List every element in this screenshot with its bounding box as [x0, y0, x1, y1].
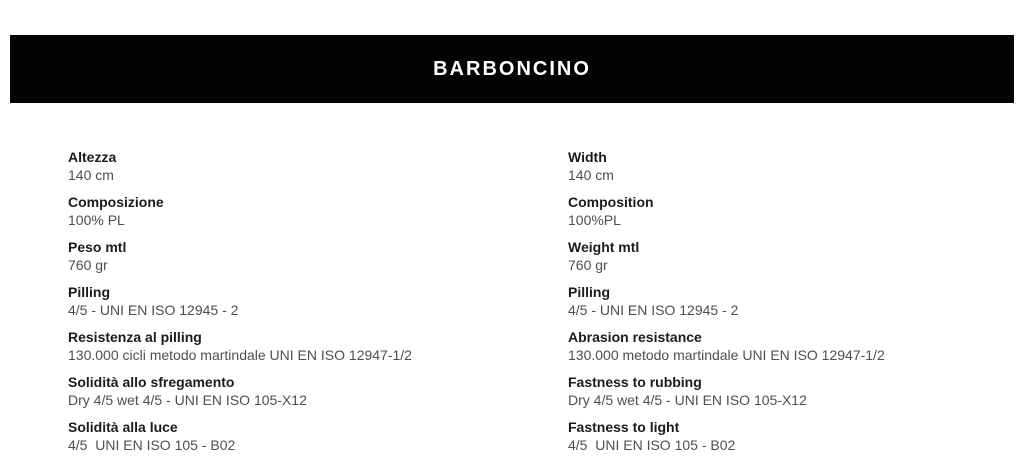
specs-column-italian	[68, 148, 568, 463]
spec-value: 760 gr	[68, 257, 108, 273]
spec-label: Resistenza al pilling	[68, 329, 202, 345]
spec-item-pilling-it	[68, 283, 568, 319]
spec-value: 100% PL	[68, 212, 125, 228]
specs-section	[68, 148, 1036, 463]
spec-item-altezza	[68, 148, 568, 184]
spec-label: Weight mtl	[568, 239, 640, 255]
spec-item-peso-mtl	[68, 238, 568, 274]
spec-item-fastness-to-light	[568, 418, 1036, 454]
spec-label: Peso mtl	[68, 239, 127, 255]
spec-value: 4/5 - UNI EN ISO 12945 - 2	[68, 302, 239, 318]
spec-label: Abrasion resistance	[568, 329, 702, 345]
spec-value: 140 cm	[568, 167, 614, 183]
spec-label: Width	[568, 149, 607, 165]
spec-value: 130.000 metodo martindale UNI EN ISO 12947-1/2	[568, 347, 885, 363]
spec-value: 760 gr	[568, 257, 608, 273]
page-title: BARBONCINO	[433, 57, 591, 80]
spec-value: 4/5 - UNI EN ISO 12945 - 2	[568, 302, 739, 318]
spec-value: 140 cm	[68, 167, 114, 183]
spec-value: 4/5 UNI EN ISO 105 - B02	[568, 437, 736, 453]
specs-column-english	[568, 148, 1036, 463]
spec-value: 4/5 UNI EN ISO 105 - B02	[68, 437, 236, 453]
title-bar	[10, 35, 1014, 103]
spec-value: Dry 4/5 wet 4/5 - UNI EN ISO 105-X12	[68, 392, 307, 408]
spec-item-pilling-en	[568, 283, 1036, 319]
spec-item-solidita-luce	[68, 418, 568, 454]
spec-label: Pilling	[568, 284, 610, 300]
spec-item-solidita-sfregamento	[68, 373, 568, 409]
spec-item-composizione	[68, 193, 568, 229]
spec-label: Pilling	[68, 284, 110, 300]
spec-label: Solidità alla luce	[68, 419, 178, 435]
spec-item-resistenza-al-pilling	[68, 328, 568, 364]
spec-label: Fastness to rubbing	[568, 374, 702, 390]
spec-label: Solidità allo sfregamento	[68, 374, 235, 390]
spec-item-abrasion-resistance	[568, 328, 1036, 364]
spec-label: Composition	[568, 194, 654, 210]
spec-value: 130.000 cicli metodo martindale UNI EN ISO 12947-1/2	[68, 347, 412, 363]
spec-item-width	[568, 148, 1036, 184]
spec-label: Altezza	[68, 149, 117, 165]
spec-item-composition	[568, 193, 1036, 229]
spec-item-fastness-to-rubbing	[568, 373, 1036, 409]
spec-label: Fastness to light	[568, 419, 680, 435]
spec-value: 100%PL	[568, 212, 621, 228]
spec-value: Dry 4/5 wet 4/5 - UNI EN ISO 105-X12	[568, 392, 807, 408]
spec-label: Composizione	[68, 194, 164, 210]
spec-item-weight-mtl	[568, 238, 1036, 274]
